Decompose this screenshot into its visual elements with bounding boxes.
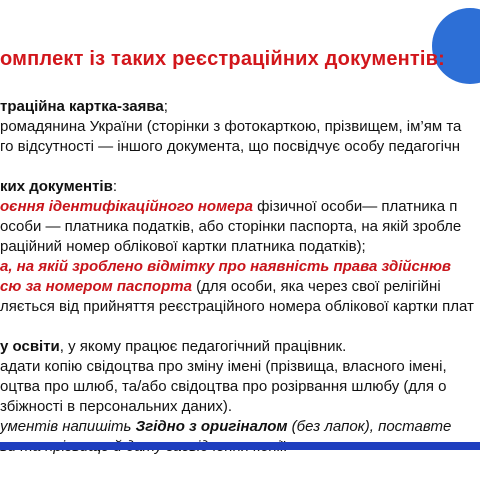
text-line <box>0 298 474 316</box>
text-segment: фізичної особи— платника п <box>253 198 458 215</box>
text-line <box>0 418 451 436</box>
text-segment: , у якому працює педагогічний працівник. <box>59 338 347 355</box>
text-line <box>0 118 461 136</box>
text-line <box>0 398 232 416</box>
text-segment: раційний номер облікової картки платника податків); <box>0 238 366 255</box>
text-line <box>0 258 451 276</box>
bottom-accent-bar <box>0 442 480 450</box>
text-line <box>0 278 441 296</box>
text-line <box>0 238 366 256</box>
text-segment: оєння ідентифікаційного номера <box>0 198 254 215</box>
text-segment: у освіти <box>0 338 60 355</box>
text-segment: а, на якій зроблено відмітку про наявність права здійснюв <box>0 258 451 275</box>
text-segment: го відсутності — іншого документа, що посвідчує особу педагогічн <box>0 138 461 155</box>
text-segment: (для особи, яка через свої релігійні <box>191 278 441 295</box>
text-segment: ументів напишіть <box>0 418 136 435</box>
text-line <box>0 358 447 376</box>
text-segment: Згідно з оригіналом <box>135 418 288 435</box>
text-segment: (без лапок), поставте <box>287 418 452 435</box>
text-segment: ких документів <box>0 178 113 195</box>
text-segment: ляється від прийняття реєстраційного номера облікової картки плат <box>0 298 474 315</box>
text-line <box>0 138 460 156</box>
slide-title: омплект із таких реєстраційних документів: <box>0 48 446 70</box>
text-segment: сю за номером паспорта <box>0 278 192 295</box>
text-line <box>0 338 346 356</box>
text-segment: особи — платника податків, або сторінки паспорта, на якій зробле <box>0 218 462 235</box>
text-line <box>0 98 168 116</box>
text-segment: : <box>112 178 117 195</box>
text-segment: ромадянина України (сторінки з фотокарткою, прізвищем, ім’ям та <box>0 118 462 135</box>
decorative-circle <box>432 8 480 84</box>
text-segment: збіжності в персональних даних). <box>0 398 233 415</box>
text-line <box>0 198 457 216</box>
text-line <box>0 178 117 196</box>
text-segment: ; <box>163 98 168 115</box>
text-line <box>0 218 461 236</box>
text-segment: траційна картка-заява <box>0 98 164 115</box>
text-segment: адати копію свідоцтва про зміну імені (прізвища, власного імені, <box>0 358 447 375</box>
text-line <box>0 378 447 396</box>
text-segment: оцтва про шлюб, та/або свідоцтва про розірвання шлюбу (для о <box>0 378 447 395</box>
